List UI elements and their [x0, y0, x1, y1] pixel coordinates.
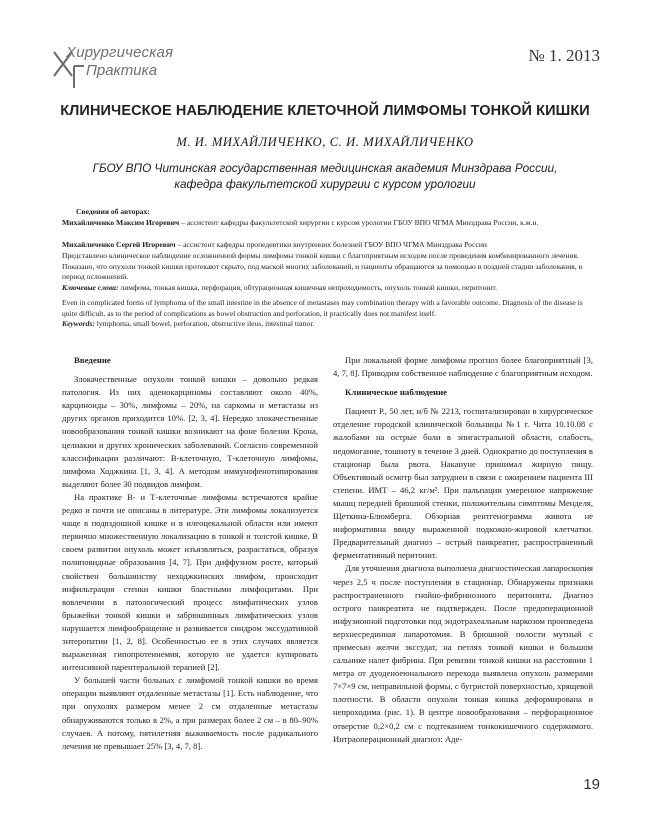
left-column: [62, 354, 318, 753]
article-authors: М. И. МИХАЙЛИЧЕНКО, С. И. МИХАЙЛИЧЕНКО: [176, 135, 474, 149]
abstract-ru-keywords: [62, 283, 590, 294]
author1-text: – ассистент кафедры факультетской хирургии с курсом урологии ГБОУ ВПО ЧГМА Минздрава России, к.м.н.: [179, 218, 539, 227]
affiliation: [80, 160, 570, 192]
case-paragraph-1: Пациент Р., 50 лет, и/б № 2213, госпитализирован в хирургическое отделение городской клинической больницы №1 г. Чита 10.10.08 с жалобами на острые боли в эпигастральной области, слабость, недомогание, тошноту в течение 3 дней. Однократно до поступления в стационар была рвота. Накануне принимал жирную пищу. Объективный осмотр был затруднен в связи с ожирением пациента III степени. ИМТ – 46,2 кг/м². При пальпации умеренное напряжение мышц передней брюшной стенки, положительны симптомы Менделя, Щеткина-Блюмберга. Обзорная рентгенограмма живота не информативна ввиду выраженной подкожно-жировой клетчатки. Предварительный диагноз – острый панкреатит, распространенный ферментативный перитонит.: [333, 406, 593, 561]
affiliation-line1: ГБОУ ВПО Читинская государственная медицинская академия Минздрава России,: [92, 161, 558, 175]
right-column: [333, 354, 593, 746]
abstract-ru-keywords-text: лимфома, тонкая кишка, перфорация, обтурационная кишечная непроходимость, опухоль тонкой кишки, перитонит.: [118, 282, 497, 292]
intro-paragraph-2: На практике В- и Т-клеточные лимфомы встречаются крайне редко и почти не описаны в литературе. Эти лимфомы локализуется чаще в подвздошной кишке и в илеоцекальной области или имеют первично множественную локализацию в тонкой и толстой кишке. В своем развитии опухоль может изъязвляться, разрастаться, образуя полиповидные образования [4, 7]. При диффузном росте, который свойствен большинству неходжкинских лимфом, происходит инфильтрация стенки кишки бластными лимфоцитами. При вовлечении в патологический процесс лимфатических узлов брыжейки тонкой кишки и забрюшинных лимфатических узлов нарушается лимфообращение и развивается синдром экссудативной энтеропатии [1, 2, 8]. Особенностью ее в этих случаях является выраженная гипопротеинемия, которую не удается купировать интенсивной парентеральной терапией [2].: [62, 491, 318, 673]
author2-name: Михайличенко Сергей Игоревич: [62, 240, 176, 249]
abstract-en-keywords-label: Keywords:: [62, 319, 95, 329]
journal-logo: [44, 44, 194, 92]
journal-name-line2: Практика: [86, 62, 158, 79]
abstract-en-keywords: [62, 319, 590, 330]
section-heading-clinical-case: Клиническое наблюдение: [345, 387, 448, 398]
case-paragraph-2: Для уточнения диагноза выполнена диагностическая лапароскопия через 2,5 ч после поступления в стационар. Обнаружены признаки распространенного гнойно-фибринозного перитонита. Диагноз острого панкреатита не подтвержден. После предоперационной инфузионной подготовки под эндотрахеальным наркозом произведена верхнесрединная лапаротомия. В брюшной полости мутный с примесью желчи экссудат, на петлях тонкой кишки и большом сальнике налет фибрина. При ревизии тонкой кишки на расстоянии 1 метра от дуоденоеюнального перехода выявлена опухоль размерами 7×7×9 см, неправильной формы, с бугристой поверхностью, хрящевой плотности. В области опухоли тонкая кишка деформирована и непроходима (рис. 1). В центре новообразования – перфорационное отверстие 0,2×0,2 см с подтеканием тонкокишечного содержимого. Интраоперационный диагноз: Аде-: [333, 563, 593, 744]
intro-paragraph-1: Злокачественные опухоли тонкой кишки – довольно редкая патология. Из них аденокарциномы составляют около 40%, карциноиды – 30%, лимфомы – 20%, на саркомы и метастазы из других органов приходится 10%. [2, 3, 4]. Нередко злокачественные новообразования тонкой кишки возникают на фоне болезни Крона, целиакии и других хронических заболеваний. Согласно современной классификации различают: В-клеточную, Т-клеточную лимфомы, лимфома Ходжкина [1, 3, 4]. А методом иммунофенотипирования выделяют более 30 подвидов лимфом.: [62, 374, 318, 489]
abstract-en-text: Even in complicated forms of lymphoma of the small intestine in the absence of metastases may combination therapy with a favorable outcome. Diagnosis of the disease is quite difficult, as to the period of complications as bowel obstruction and perforation, it practically does not manifest itself.: [62, 298, 583, 318]
author2-info: [62, 240, 590, 251]
section-heading-introduction: Введение: [74, 355, 111, 365]
authors-info-heading: Сведения об авторах:: [76, 207, 150, 216]
article-title: КЛИНИЧЕСКОЕ НАБЛЮДЕНИЕ КЛЕТОЧНОЙ ЛИМФОМЫ ТОНКОЙ КИШКИ: [60, 103, 590, 119]
author2-text: – ассистент кафедры пропедевтики внутренних болезней ГБОУ ВПО ЧГМА Минздрава России: [175, 240, 487, 249]
issue-number: № 1. 2013: [528, 46, 600, 65]
page-number: 19: [583, 776, 600, 793]
author1-info: [62, 218, 590, 229]
abstract-ru-text: Представлено клиническое наблюдение осложненной формы лимфомы тонкой кишки с благоприятным исходом после проведения комбинированного лечения. Показано, что опухоли тонкой кишки протекают скрыто, под маской многих заболеваний, и пациенты обращаются за помощью в поздней стадии заболевания, в период осложнений.: [62, 251, 583, 282]
abstract-en-keywords-text: lymphoma, small bowel, perforation, obstructive ileus, intestinal tumor.: [94, 319, 315, 329]
right-paragraph-0: При локальной форме лимфомы прогноз более благоприятный [3, 4, 7, 8]. Приводим собственное наблюдение с благоприятным исходом.: [333, 355, 593, 379]
journal-name-line1: Хирургическая: [66, 44, 174, 61]
abstract-ru: [62, 251, 590, 293]
abstract-en: [62, 298, 590, 330]
intro-paragraph-3: У большей части больных с лимфомой тонкой кишки во время операции выявляют отдаленные метастазы [1]. Есть наблюдение, что при опухолях размером менее 2 см отдаленные метастазы обнаруживаются только в 2%, а при размерах более 2 см – в 80–90% случаев. А потому, пятилетняя выживаемость после радикального лечения не превышает 25% [3, 4, 7, 8].: [62, 675, 318, 751]
author1-name: Михайличенко Максим Игоревич: [62, 218, 180, 227]
abstract-ru-keywords-label: Ключевые слова:: [62, 282, 119, 292]
affiliation-line2: кафедра факультетской хирургии с курсом урологии: [174, 177, 476, 191]
